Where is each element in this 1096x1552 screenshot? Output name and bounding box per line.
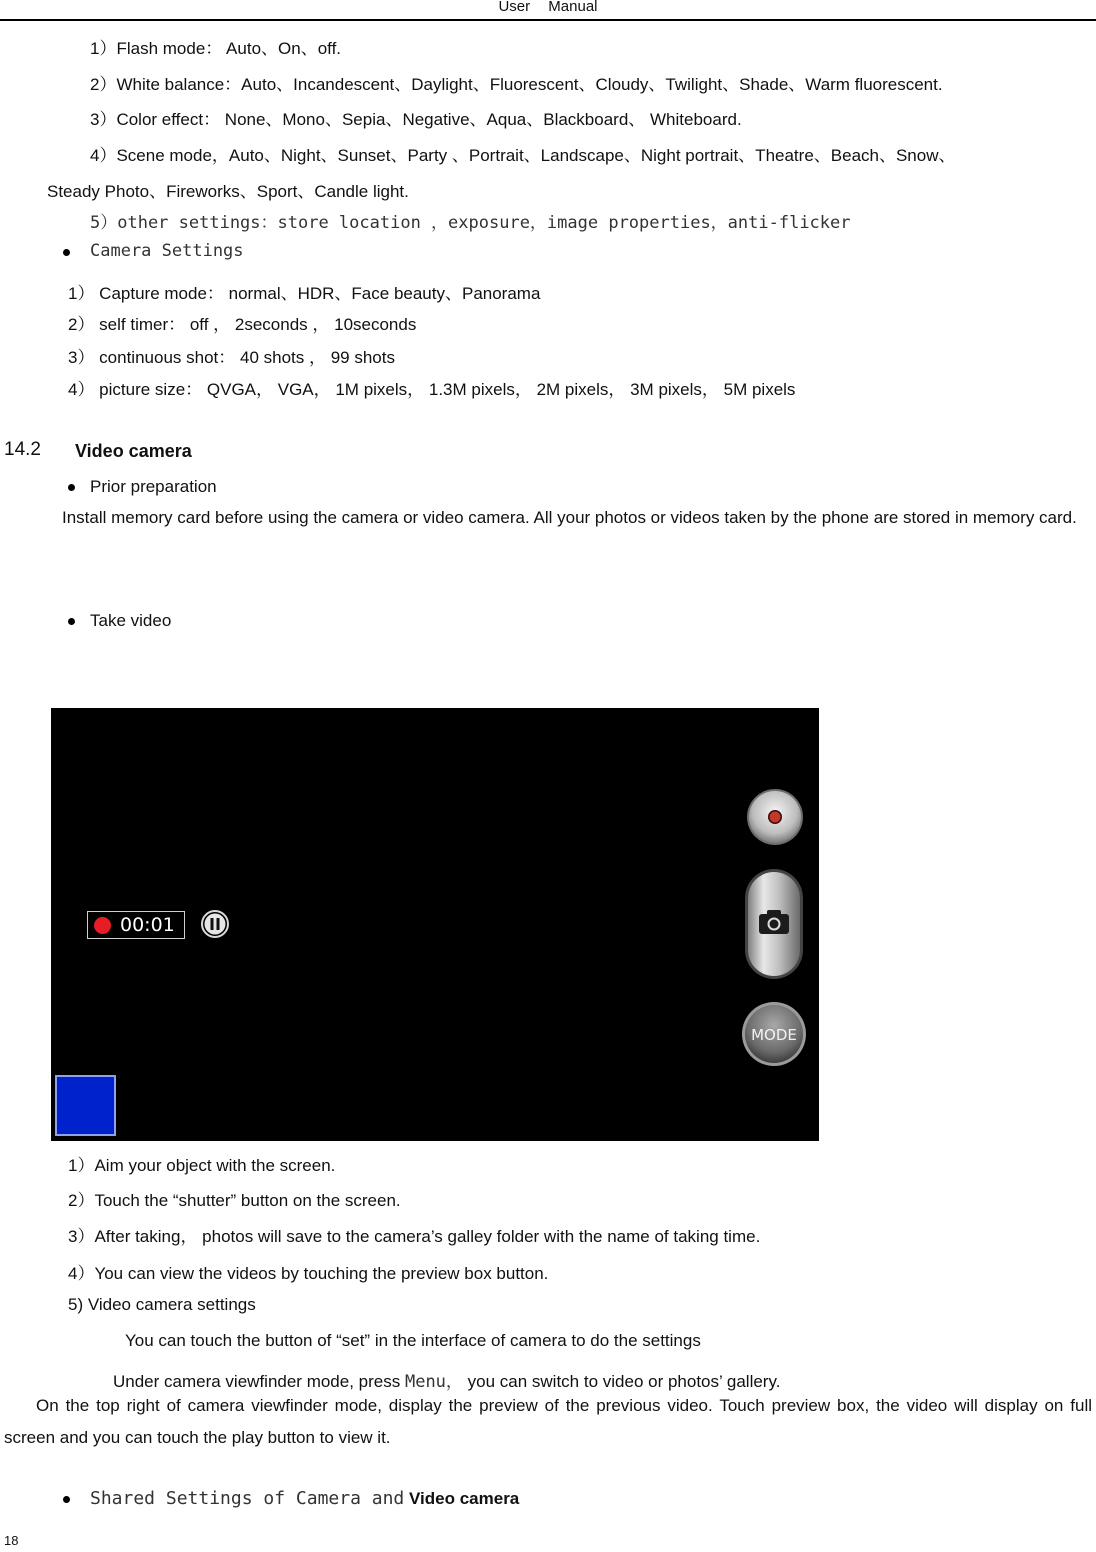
page-number: 18 [4,1533,19,1548]
shutter-button[interactable] [744,868,804,980]
take-video-heading: Take video [90,611,172,630]
camera-settings-heading: Camera Settings [90,241,244,261]
video-viewfinder [51,708,819,1141]
scene-mode-line-2: Steady Photo、Fireworks、Sport、Candle light. [47,182,409,201]
step-5: 5) Video camera settings [68,1295,256,1314]
recording-indicator [87,911,185,939]
capture-mode-line: 1） Capture mode： normal、HDR、Face beauty、Panorama [68,284,541,303]
mode-button[interactable] [741,1001,807,1067]
other-settings-line: 5）other settings：store location ，exposure，image properties，anti-flicker [90,213,851,233]
step-5-detail: You can touch the button of “set” in the interface of camera to do the settings [125,1331,701,1350]
flash-mode-line: 1）Flash mode： Auto、On、off. [90,39,342,58]
step-4: 4）You can view the videos by touching the preview box button. [68,1264,549,1283]
menu-keyword: Menu， [404,1372,463,1392]
pause-icon[interactable] [200,909,230,939]
bullet-dot [68,484,75,491]
color-effect-line: 3）Color effect： None、Mono、Sepia、Negative、Aqua、Blackboard、 Whiteboard. [90,110,742,129]
scene-mode-line-1: 4）Scene mode，Auto、Night、Sunset、Party 、Portrait、Landscape、Night portrait、Theatre、Beach、Snow、 [90,146,956,165]
white-balance-line: 2）White balance：Auto、Incandescent、Daylight、Fluorescent、Cloudy、Twilight、Shade、Warm fluorescent. [90,75,943,94]
section-number: 14.2 [4,439,41,460]
top-right-preview-text: On the top right of camera viewfinder mode, display the preview of the previous video. Touch preview box, the video will display on full screen and you can touch the play button to view it. [4,1396,1092,1447]
step-1: 1）Aim your object with the screen. [68,1156,336,1175]
continuous-shot-line: 3） continuous shot： 40 shots ， 99 shots [68,348,395,367]
prior-preparation-text: Install memory card before using the camera or video camera. All your photos or videos taken by the phone are stored in memory card. [62,508,1077,527]
menu-note-prefix: Under camera viewfinder mode, press [113,1372,405,1391]
shared-settings-heading [90,1488,519,1509]
step-2: 2）Touch the “shutter” button on the screen. [68,1191,401,1210]
record-button[interactable] [746,788,804,846]
prior-preparation-heading: Prior preparation [90,477,217,496]
bullet-dot [63,1496,70,1503]
bullet-dot [68,618,75,625]
menu-note [113,1367,780,1392]
header-rule [0,19,1096,21]
picture-size-line: 4） picture size： QVGA， VGA， 1M pixels， 1.3M pixels， 2M pixels， 3M pixels， 5M pixels [68,380,796,399]
menu-note-suffix: you can switch to video or photos’ gallery. [462,1372,781,1391]
shared-settings-bold: Video camera [409,1489,520,1508]
section-title: Video camera [75,441,192,461]
header-title: User Manual [498,0,598,15]
recording-time: 00:01 [120,914,175,936]
self-timer-line: 2） self timer： off ， 2seconds ， 10seconds [68,315,417,334]
shared-settings-prefix: Shared Settings of Camera and [90,1488,405,1509]
bullet-dot [63,249,70,256]
mode-label: MODE [751,1026,797,1044]
record-icon [94,917,111,934]
preview-thumbnail[interactable] [55,1075,116,1136]
step-3: 3）After taking， photos will save to the camera’s galley folder with the name of taking time. [68,1227,761,1246]
